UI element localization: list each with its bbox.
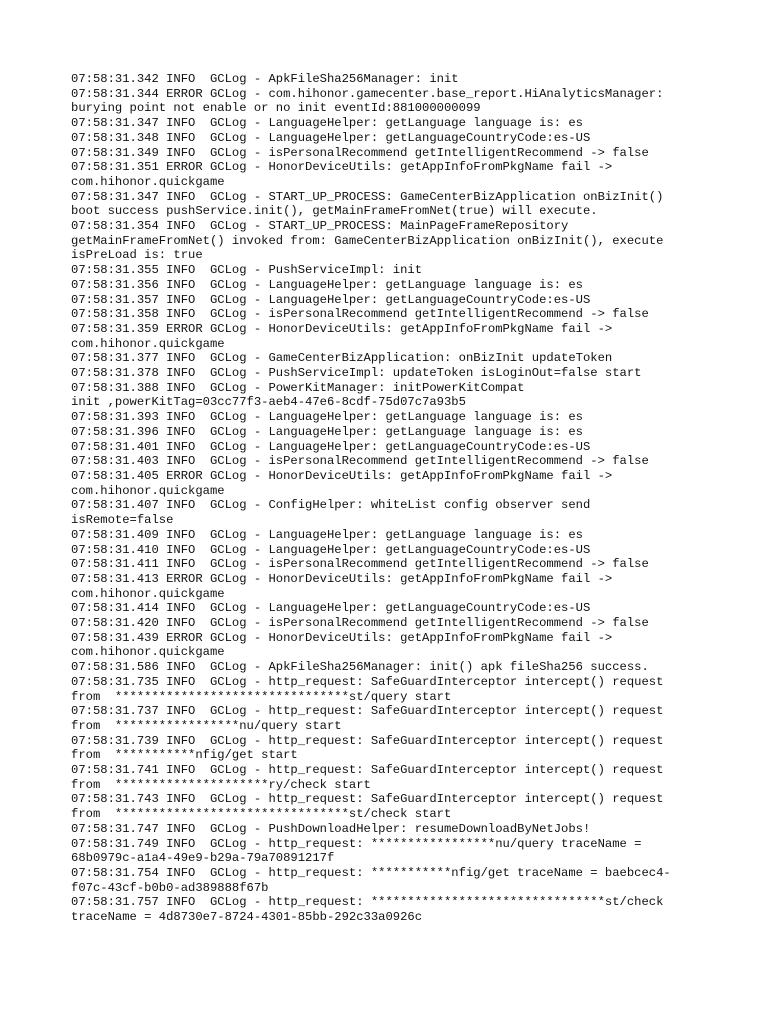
log-line: 07:58:31.347 INFO GCLog - START_UP_PROCESS: GameCenterBizApplication onBizInit() <box>71 189 664 204</box>
log-line: 07:58:31.407 INFO GCLog - ConfigHelper: whiteList config observer send <box>71 498 591 513</box>
log-line: com.hihonor.quickgame <box>71 336 225 351</box>
log-line: 07:58:31.414 INFO GCLog - LanguageHelper: getLanguageCountryCode:es-US <box>71 601 591 616</box>
log-line: 07:58:31.743 INFO GCLog - http_request: SafeGuardInterceptor intercept() request <box>71 792 664 807</box>
log-line: 07:58:31.410 INFO GCLog - LanguageHelper: getLanguageCountryCode:es-US <box>71 542 591 557</box>
log-line: f07c-43cf-b0b0-ad389888f67b <box>71 880 269 895</box>
log-line: com.hihonor.quickgame <box>71 174 225 189</box>
log-line: 07:58:31.754 INFO GCLog - http_request: ***********nfig/get traceName = baebcec4- <box>71 865 671 880</box>
log-line: from *****************nu/query start <box>71 718 342 733</box>
log-line: 07:58:31.348 INFO GCLog - LanguageHelper: getLanguageCountryCode:es-US <box>71 130 591 145</box>
log-line: 07:58:31.344 ERROR GCLog - com.hihonor.gamecenter.base_report.HiAnalyticsManager: <box>71 86 664 101</box>
log-line: 07:58:31.378 INFO GCLog - PushServiceImpl: updateToken isLoginOut=false start <box>71 366 642 381</box>
log-line: 07:58:31.757 INFO GCLog - http_request: ********************************st/check <box>71 895 664 910</box>
log-line: boot success pushService.init(), getMainFrameFromNet(true) will execute. <box>71 204 598 219</box>
log-line: 07:58:31.737 INFO GCLog - http_request: SafeGuardInterceptor intercept() request <box>71 704 664 719</box>
log-line: 07:58:31.377 INFO GCLog - GameCenterBizApplication: onBizInit updateToken <box>71 351 613 366</box>
log-line: 07:58:31.411 INFO GCLog - isPersonalRecommend getIntelligentRecommend -> false <box>71 557 649 572</box>
log-line: init ,powerKitTag=03cc77f3-aeb4-47e6-8cdf-75d07c7a93b5 <box>71 395 466 410</box>
log-line: 07:58:31.735 INFO GCLog - http_request: SafeGuardInterceptor intercept() request <box>71 674 664 689</box>
log-line: from ***********nfig/get start <box>71 748 298 763</box>
log-line: 07:58:31.355 INFO GCLog - PushServiceImpl: init <box>71 263 423 278</box>
log-line: 07:58:31.409 INFO GCLog - LanguageHelper: getLanguage language is: es <box>71 527 583 542</box>
log-line: 07:58:31.396 INFO GCLog - LanguageHelper: getLanguage language is: es <box>71 424 583 439</box>
log-line: 07:58:31.351 ERROR GCLog - HonorDeviceUtils: getAppInfoFromPkgName fail -> <box>71 160 613 175</box>
log-line: com.hihonor.quickgame <box>71 586 225 601</box>
log-line: com.hihonor.quickgame <box>71 645 225 660</box>
log-line: 07:58:31.354 INFO GCLog - START_UP_PROCESS: MainPageFrameRepository <box>71 219 569 234</box>
log-line: 07:58:31.420 INFO GCLog - isPersonalRecommend getIntelligentRecommend -> false <box>71 616 649 631</box>
log-line: from ********************************st/check start <box>71 807 452 822</box>
log-line: getMainFrameFromNet() invoked from: GameCenterBizApplication onBizInit(), execute <box>71 233 664 248</box>
log-line: 07:58:31.393 INFO GCLog - LanguageHelper: getLanguage language is: es <box>71 410 583 425</box>
log-line: from *********************ry/check start <box>71 777 371 792</box>
log-line: 07:58:31.749 INFO GCLog - http_request: *****************nu/query traceName = <box>71 836 642 851</box>
log-line: 07:58:31.342 INFO GCLog - ApkFileSha256Manager: init <box>71 72 459 86</box>
log-line: com.hihonor.quickgame <box>71 483 225 498</box>
log-line: isRemote=false <box>71 513 174 528</box>
log-line: 07:58:31.739 INFO GCLog - http_request: SafeGuardInterceptor intercept() request <box>71 733 664 748</box>
log-line: 07:58:31.413 ERROR GCLog - HonorDeviceUtils: getAppInfoFromPkgName fail -> <box>71 571 613 586</box>
log-line: traceName = 4d8730e7-8724-4301-85bb-292c33a0926c <box>71 910 423 925</box>
log-line: 07:58:31.359 ERROR GCLog - HonorDeviceUtils: getAppInfoFromPkgName fail -> <box>71 321 613 336</box>
log-line: 07:58:31.403 INFO GCLog - isPersonalRecommend getIntelligentRecommend -> false <box>71 454 649 469</box>
log-line: 07:58:31.358 INFO GCLog - isPersonalRecommend getIntelligentRecommend -> false <box>71 307 649 322</box>
log-line: 07:58:31.357 INFO GCLog - LanguageHelper: getLanguageCountryCode:es-US <box>71 292 591 307</box>
log-line: 07:58:31.439 ERROR GCLog - HonorDeviceUtils: getAppInfoFromPkgName fail -> <box>71 630 613 645</box>
log-line: 07:58:31.356 INFO GCLog - LanguageHelper: getLanguage language is: es <box>71 277 583 292</box>
log-document <box>71 72 701 925</box>
log-line: 07:58:31.405 ERROR GCLog - HonorDeviceUtils: getAppInfoFromPkgName fail -> <box>71 468 613 483</box>
log-line: from ********************************st/query start <box>71 689 452 704</box>
log-line: 07:58:31.349 INFO GCLog - isPersonalRecommend getIntelligentRecommend -> false <box>71 145 649 160</box>
log-line: 68b0979c-a1a4-49e9-b29a-79a70891217f <box>71 851 335 866</box>
log-line: 07:58:31.586 INFO GCLog - ApkFileSha256Manager: init() apk fileSha256 success. <box>71 660 649 675</box>
log-line: 07:58:31.401 INFO GCLog - LanguageHelper: getLanguageCountryCode:es-US <box>71 439 591 454</box>
log-line: burying point not enable or no init eventId:881000000099 <box>71 101 481 116</box>
log-line: isPreLoad is: true <box>71 248 203 263</box>
log-line: 07:58:31.747 INFO GCLog - PushDownloadHelper: resumeDownloadByNetJobs! <box>71 821 591 836</box>
log-line: 07:58:31.741 INFO GCLog - http_request: SafeGuardInterceptor intercept() request <box>71 763 664 778</box>
log-line: 07:58:31.388 INFO GCLog - PowerKitManager: initPowerKitCompat <box>71 380 525 395</box>
log-line: 07:58:31.347 INFO GCLog - LanguageHelper: getLanguage language is: es <box>71 116 583 131</box>
